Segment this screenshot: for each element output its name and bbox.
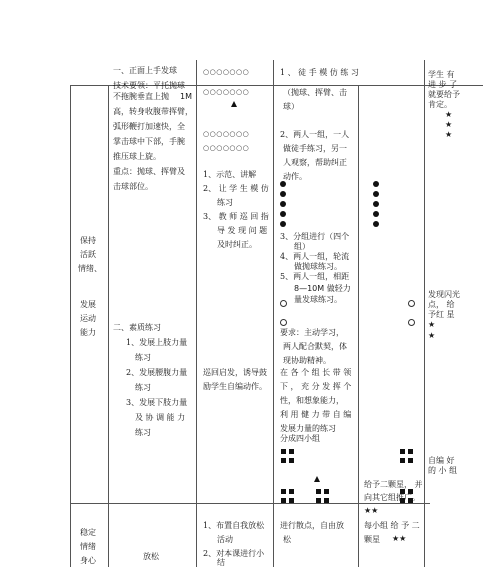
group-marker — [324, 489, 329, 494]
student-step-5c: 量发球练习。 — [294, 295, 342, 304]
award-text-2: 向其它组推广。 — [364, 493, 420, 502]
formation-rings-1: ○○○○○○○ — [203, 68, 250, 76]
student-step-4: 4、两人一组，轮流 — [280, 252, 350, 261]
teacher-step-2: 2、 让 学 生 模 仿 — [203, 184, 269, 193]
group-marker — [281, 458, 286, 463]
teacher-fitness-2: 励学生自编动作。 — [203, 382, 267, 391]
star-rating-mark: ★★ — [364, 506, 379, 515]
formation-dot — [373, 221, 379, 227]
formation-dot — [280, 221, 286, 227]
end-goal-a: 稳定 — [80, 528, 96, 537]
teacher-step-1: 1、示范、讲解 — [203, 170, 257, 179]
table-left-rule — [70, 85, 71, 567]
group-task-6: 分成四小组 — [280, 434, 320, 443]
goal-line-a: 保持 — [80, 236, 96, 245]
group-marker — [289, 458, 294, 463]
formation-ring — [280, 300, 287, 307]
group-marker — [289, 489, 294, 494]
col-rule-2 — [196, 60, 197, 567]
teacher-step-3b: 导 发 现 问 题 — [217, 226, 268, 235]
eval-note-7: 予红 星 — [428, 310, 455, 319]
teacher-relax-3: 2、对本课进行小 — [203, 549, 265, 558]
requirement-2: 两人配合默契，体 — [283, 342, 347, 351]
teacher-relax-2: 活动 — [217, 535, 233, 544]
award-text-1: 给予二颗星， 并 — [364, 480, 423, 489]
teacher-position-marker — [231, 101, 237, 107]
fitness-item-1b: 练习 — [135, 353, 151, 362]
star-rating-mark: ★ — [428, 320, 436, 329]
student-step-2: 2、两人一组，一人 — [280, 130, 350, 139]
teacher-relax-4: 结 — [217, 558, 225, 567]
content-line-1: 一、正面上手发球 — [113, 66, 177, 75]
student-step-3b: 组） — [294, 242, 310, 251]
eval-note-9: 的 小 组 — [428, 466, 458, 475]
student-step-1b: （抛球、挥臂、击 — [283, 88, 347, 97]
col-rule-4 — [358, 85, 359, 567]
group-marker — [316, 489, 321, 494]
eval-note-3: 就要给予 — [428, 90, 460, 99]
content-line-3: 不拖腕垂直上抛 — [113, 92, 169, 101]
teacher-step-3: 3、 教 师 巡 回 指 — [203, 212, 269, 221]
content-line-7: 推压球上旋。 — [113, 152, 161, 161]
group-task-4: 利 用 健 力 带 自 编 — [280, 410, 352, 419]
student-step-2c: 人观察，帮助纠正 — [283, 158, 347, 167]
fitness-item-3c: 练习 — [135, 428, 151, 437]
student-step-2b: 做徒手练习，另一 — [283, 144, 347, 153]
fitness-item-1: 1、发展上肢力量 — [126, 338, 188, 347]
eval-note-1: 学生 有 — [428, 70, 455, 79]
teacher-step-3c: 及时纠正。 — [217, 240, 257, 249]
requirement-1: 要求：主动学习， — [280, 328, 344, 337]
formation-dot — [280, 191, 286, 197]
student-step-4b: 做抛球练习。 — [294, 262, 342, 271]
group-task-2: 下 ， 充 分 发 挥 个 — [280, 382, 352, 391]
col-rule-5 — [424, 60, 425, 567]
teacher-relax-1: 1、布置自我放松 — [203, 521, 265, 530]
star-rating-mark: ★ — [445, 110, 453, 119]
group-task-1: 在 各 个 组 长 带 领 — [280, 368, 352, 377]
formation-dot — [373, 211, 379, 217]
group-marker — [281, 489, 286, 494]
fitness-heading: 二、素质练习 — [113, 323, 161, 332]
relax-award-2: 颗星 — [364, 535, 380, 544]
group-marker — [324, 498, 329, 503]
col-rule-1 — [108, 85, 109, 567]
end-goal-b: 情绪 — [80, 542, 96, 551]
star-rating-mark: ★ — [445, 120, 453, 129]
content-line-8: 重点：抛球、挥臂及 — [113, 167, 185, 176]
content-line-5: 弧形鞭打加速快，全 — [113, 122, 185, 131]
teacher-fitness-1: 巡回启发，诱导鼓 — [203, 368, 267, 377]
fitness-item-3: 3、发展下肢力量 — [126, 398, 188, 407]
student-step-5b: 8—10M 做轻力 — [294, 284, 351, 293]
star-rating-mark: ★★ — [392, 534, 407, 543]
content-line-2: 技术要领：平托抛球 — [113, 81, 185, 90]
relax-award-1: 每小组 给 予 二 — [364, 521, 420, 530]
group-marker — [281, 498, 286, 503]
relax-activity-2: 松 — [283, 535, 291, 544]
col-rule-3 — [273, 60, 274, 567]
group-task-5: 发展力量的练习 — [280, 424, 336, 433]
group-marker — [408, 449, 413, 454]
student-step-2d: 动作。 — [283, 172, 307, 181]
fitness-item-3b: 及 协 调 能 力 — [135, 413, 186, 422]
formation-dot — [280, 211, 286, 217]
group-marker — [281, 449, 286, 454]
star-rating-mark: ★ — [428, 331, 436, 340]
fitness-item-2b: 练习 — [135, 383, 151, 392]
teacher-step-2b: 练习 — [217, 198, 233, 207]
eval-note-4: 肯定。 — [428, 100, 452, 109]
group-marker — [400, 458, 405, 463]
formation-dot — [280, 181, 286, 187]
requirement-3: 现协助精神。 — [283, 356, 331, 365]
relax-activity-1: 进行散点，自由放 — [280, 521, 344, 530]
group-marker — [289, 498, 294, 503]
eval-note-2: 进 步 了 — [428, 80, 458, 89]
formation-ring — [408, 319, 415, 326]
goal-line-d: 发展 — [80, 300, 96, 309]
content-line-3b: 1M — [180, 92, 192, 101]
goal-line-f: 能力 — [80, 328, 96, 337]
student-step-3: 3、分组进行（四个 — [280, 232, 350, 241]
end-goal-c: 身心 — [80, 556, 96, 565]
eval-note-6: 点， 给 — [428, 300, 455, 309]
formation-rings-3: ○○○○○○○ — [203, 130, 250, 138]
student-step-1: 1 、 徒 手 模 仿 练 习 — [280, 68, 359, 77]
formation-dot — [280, 201, 286, 207]
group-marker — [400, 449, 405, 454]
formation-rings-2: ○○○○○○○ — [203, 88, 250, 96]
eval-note-5: 发现闪光 — [428, 290, 460, 299]
goal-line-b: 活跃 — [80, 250, 96, 259]
goal-line-c: 情绪、 — [78, 264, 102, 273]
content-line-9: 击球部位。 — [113, 182, 153, 191]
formation-ring — [408, 300, 415, 307]
fitness-item-2: 2、发展腰腹力量 — [126, 368, 188, 377]
relax-label: 放松 — [143, 552, 159, 561]
formation-dot — [373, 201, 379, 207]
group-marker — [289, 449, 294, 454]
content-line-4: 高，转身收腹带挥臂， — [113, 107, 193, 116]
group-task-3: 性，和想象能力， — [280, 396, 344, 405]
eval-note-8: 自编 好 — [428, 456, 455, 465]
goal-line-e: 运动 — [80, 314, 96, 323]
star-rating-mark: ★ — [445, 130, 453, 139]
group-marker — [408, 458, 413, 463]
formation-rings-4: ○○○○○○○ — [203, 144, 250, 152]
student-step-5: 5、两人一组，相距 — [280, 272, 350, 281]
content-line-6: 掌击球中下部，手腕 — [113, 137, 185, 146]
formation-dot — [373, 191, 379, 197]
formation-dot — [373, 181, 379, 187]
teacher-position-marker — [314, 476, 320, 482]
group-marker — [316, 498, 321, 503]
student-step-1c: 球） — [283, 102, 299, 111]
